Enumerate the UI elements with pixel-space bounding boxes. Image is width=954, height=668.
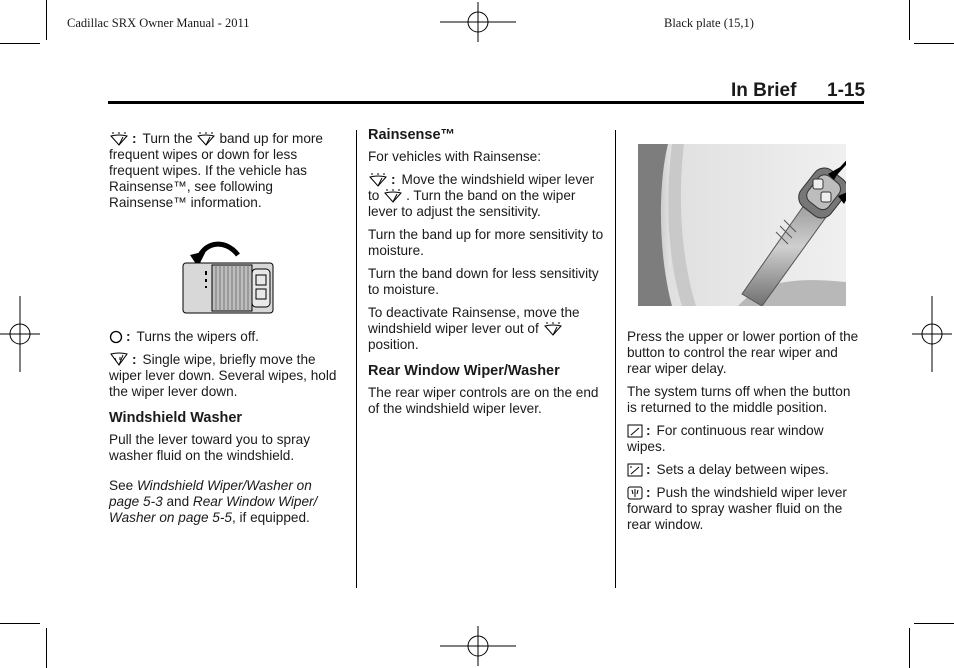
crop-mark <box>0 43 40 44</box>
column-3 <box>627 329 863 540</box>
rainsense-paragraph-1: : Move the windshield wiper lever to . Turn the band on the wiper lever to adjust the sensitivity. <box>368 172 595 219</box>
band-paragraph: : Turn the band up for more frequent wipes or down for less frequent wipes. If the vehicle has Rainsense™, see following Rainsense™ information. <box>109 131 323 210</box>
rainsense-paragraph-2: Turn the band up for more sensitivity to moisture. <box>368 227 604 258</box>
cross-reference[interactable]: Rear Window Wiper/ Washer on page 5-5 <box>109 494 318 526</box>
wiper-delay-icon <box>383 189 403 203</box>
wiper-delay-icon <box>196 132 216 146</box>
rear-wiper-control-photo <box>638 144 846 306</box>
rainsense-heading: Rainsense™ <box>368 127 456 143</box>
rear-paragraph-2: The system turns off when the button is returned to the middle position. <box>627 384 851 415</box>
column-2 <box>368 127 604 424</box>
wiper-mist-icon <box>109 352 129 368</box>
column-divider <box>615 130 616 588</box>
off-paragraph: : Turns the wipers off. <box>109 329 345 345</box>
section-title: In Brief <box>731 80 797 101</box>
mist-paragraph: : Single wipe, briefly move the wiper lever down. Several wipes, hold the wiper lever down. <box>109 352 337 400</box>
wiper-delay-icon <box>543 322 563 336</box>
registration-mark-right <box>912 296 952 372</box>
washer-paragraph: Pull the lever toward you to spray washer fluid on the windshield. <box>109 432 310 464</box>
washer-heading: Windshield Washer <box>109 410 243 427</box>
registration-mark-bottom <box>440 626 516 666</box>
crop-mark <box>46 628 47 668</box>
column-divider <box>356 130 357 588</box>
wiper-delay-icon <box>109 132 129 146</box>
wiper-delay-icon <box>368 173 388 187</box>
rear-paragraph-1: Press the upper or lower portion of the button to control the rear wiper and rear wiper delay. <box>627 329 859 376</box>
crop-mark <box>0 623 40 624</box>
header-rule <box>108 101 864 104</box>
delay-paragraph: : Sets a delay between wipes. <box>627 462 863 478</box>
rear-wiper-paragraph: The rear wiper controls are on the end of the windshield wiper lever. <box>368 385 599 416</box>
cross-reference[interactable]: Windshield Wiper/Washer on page 5-3 <box>109 478 312 510</box>
column-1 <box>109 131 345 533</box>
spray-paragraph: : Push the windshield wiper lever forward to spray washer fluid on the rear window. <box>627 485 847 532</box>
registration-mark-left <box>0 296 40 372</box>
rainsense-paragraph-3: Turn the band down for less sensitivity to moisture. <box>368 266 599 297</box>
see-paragraph: See Windshield Wiper/Washer on page 5-3 and Rear Window Wiper/ Washer on page 5-5, if equipped. <box>109 478 318 526</box>
rear-washer-icon <box>627 486 643 500</box>
rear-wiper-continuous-icon <box>627 424 643 438</box>
crop-mark <box>914 43 954 44</box>
registration-mark-top <box>440 2 516 42</box>
running-header-left: Cadillac SRX Owner Manual - 2011 <box>67 16 250 30</box>
wiper-lever-illustration <box>182 231 274 317</box>
page-number: 1-15 <box>827 80 866 101</box>
rainsense-paragraph-4: To deactivate Rainsense, move the windshield wiper lever out of position. <box>368 305 580 352</box>
crop-mark <box>909 628 910 668</box>
rear-wiper-heading: Rear Window Wiper/Washer <box>368 363 560 379</box>
rear-wiper-delay-icon <box>627 463 643 477</box>
running-header-right: Black plate (15,1) <box>664 16 754 30</box>
crop-mark <box>909 0 910 40</box>
crop-mark <box>46 0 47 40</box>
wiper-off-icon <box>109 330 123 344</box>
continuous-paragraph: : For continuous rear window wipes. <box>627 423 824 454</box>
crop-mark <box>914 623 954 624</box>
rainsense-intro: For vehicles with Rainsense: <box>368 149 542 164</box>
